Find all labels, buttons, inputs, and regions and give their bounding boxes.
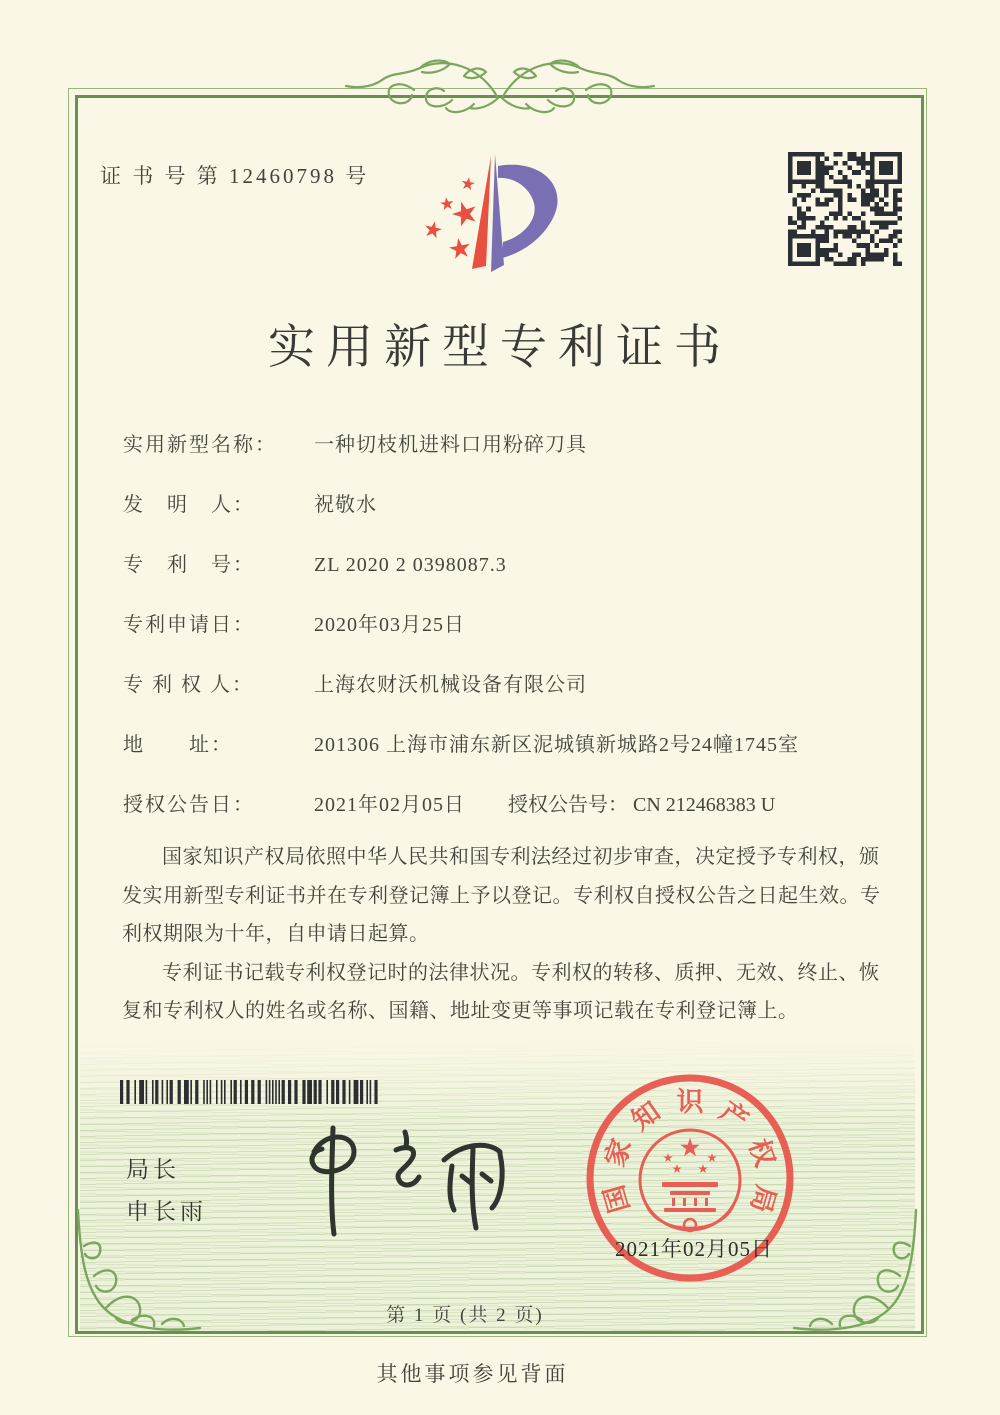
field-label: 专 利 号：: [123, 554, 255, 576]
field-label: 专利申请日：: [123, 614, 255, 636]
field-row: [123, 548, 903, 608]
legal-paragraph: 专利证书记载专利权登记时的法律状况。专利权的转移、质押、无效、终止、恢复和专利权人的姓名或名称、国籍、地址变更等事项记载在专利登记簿上。: [122, 961, 880, 1022]
svg-text:识: 识: [676, 1087, 704, 1117]
field-label: 地 址：: [123, 734, 233, 756]
field-row: [123, 428, 903, 488]
svg-text:家: 家: [599, 1135, 637, 1171]
svg-text:国: 国: [598, 1181, 636, 1217]
field-row: [123, 728, 903, 788]
svg-text:局: 局: [744, 1181, 782, 1217]
field-value: 上海农财沃机械设备有限公司: [314, 674, 587, 696]
footer-note: 其他事项参见背面: [376, 1362, 569, 1386]
field-value: 一种切枝机进料口用粉碎刀具: [314, 434, 587, 456]
grant-number-value: CN 212468383 U: [633, 794, 776, 816]
legal-paragraph: 国家知识产权局依照中华人民共和国专利法经过初步审查，决定授予专利权，颁发实用新型专利证书并在专利登记簿上予以登记。专利权自授权公告之日起生效。专利权期限为十年，自申请日起算。: [122, 846, 881, 945]
officer-title: 局长: [126, 1156, 180, 1182]
field-label: 发 明 人：: [123, 494, 255, 516]
grant-number-label: 授权公告号：: [508, 794, 628, 816]
field-label: 专 利 权 人：: [123, 674, 254, 696]
officer-block: [126, 1148, 207, 1232]
field-value: 2020年03月25日: [314, 614, 465, 636]
svg-text:知: 知: [626, 1095, 666, 1137]
cnipa-logo-icon: [420, 148, 568, 282]
grant-date-value: 2021年02月05日: [314, 794, 465, 816]
field-value: 201306 上海市浦东新区泥城镇新城路2号24幢1745室: [314, 734, 799, 756]
field-row: [123, 668, 903, 728]
director-signature: [268, 1116, 518, 1246]
qr-code: [788, 152, 902, 266]
field-row: [123, 488, 903, 548]
svg-text:权: 权: [743, 1135, 781, 1171]
legal-text: [122, 838, 884, 1031]
field-list: [123, 428, 903, 848]
field-value: ZL 2020 2 0398087.3: [314, 554, 507, 576]
grant-number: [508, 788, 775, 817]
field-label: 实用新型名称：: [123, 434, 277, 456]
top-flourish-ornament: [318, 46, 682, 124]
seal-date: 2021年02月05日: [615, 1237, 773, 1261]
field-row: [123, 608, 903, 668]
certificate-title: 实用新型专利证书: [268, 322, 732, 374]
certificate-number: 证 书 号 第 12460798 号: [100, 164, 370, 188]
svg-text:产: 产: [714, 1095, 754, 1137]
grant-date-label: 授权公告日：: [123, 794, 255, 816]
officer-name: 申长雨: [126, 1198, 207, 1224]
field-value: 祝敬水: [314, 494, 377, 516]
barcode: [120, 1080, 382, 1104]
page-number: 第 1 页 (共 2 页): [386, 1305, 544, 1326]
